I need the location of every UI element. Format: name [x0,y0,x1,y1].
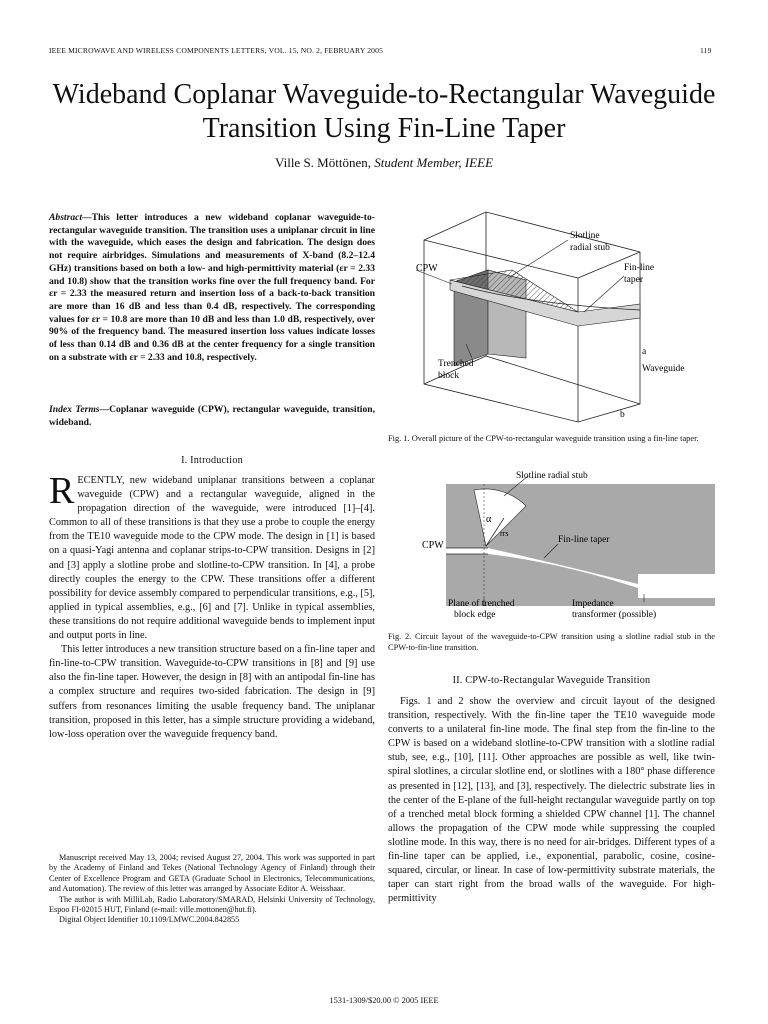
running-header-page: 119 [700,46,712,55]
section-1-paragraph-2: This letter introduces a new transition structure based on a fin-line taper and fin-line-to-CPW transition. Waveguide-to-CPW transitions in [8] and [9] use also the fin-line taper. However, the design in [8] with an antipodal fin-line has a complex structure and requires two-sided fabrication. The design in [9] suffers from resonances limiting the usable frequency band. The uniplanar transition, proposed in this letter, has a simple structure providing a wideband, low-loss operation over the waveguide frequency band. [49,644,375,740]
index-terms-text: Coplanar waveguide (CPW), rectangular waveguide, transition, wideband. [49,404,375,428]
fig2-label-impedance-line2: transformer (possible) [572,610,657,620]
fig2-label-stub: Slotline radial stub [516,471,588,481]
figure-1-caption: Fig. 1. Overall picture of the CPW-to-rectangular waveguide transition using a fin-line taper. [388,434,699,443]
section-2-heading: II. CPW-to-Rectangular Waveguide Transition [452,675,651,686]
abstract [49,212,375,364]
fig2-label-impedance-line1: Impedance [572,599,614,609]
fig1-label-finline-line1: Fin-line [624,263,655,273]
footnote-doi: Digital Object Identifier 10.1109/LMWC.2004.842855 [59,915,240,925]
fig2-label-cpw: CPW [422,540,444,551]
fig2-label-rrs: rrs [500,529,509,538]
abstract-label: Abstract— [49,212,92,223]
fig1-label-a: a [642,347,647,357]
index-terms [49,404,375,429]
fig1-label-waveguide: Waveguide [642,364,685,374]
figure-1-drawing [388,208,715,426]
fig1-label-cpw: CPW [416,263,438,274]
fig1-label-b: b [620,410,625,420]
author-line: Ville S. Möttönen, Student Member, IEEE [274,155,494,170]
figure-2-caption: Fig. 2. Circuit layout of the waveguide-to-CPW transition using a slotline radial stub in the CPW-to-fin-line transition. [388,632,715,652]
footnote-manuscript: Manuscript received May 13, 2004; revised August 27, 2004. This work was supported in part by the Academy of Finland and Tekes (National Technology Agency of Finland) through their Center of Excellence Program and GETA (Graduate School in Electronics, Telecommunications, and Automation). The review of this letter was arranged by Associate Editor A. Weisshaar. [49,853,375,894]
footnote [49,853,375,926]
fig1-label-stub-line2: radial stub [570,243,610,253]
fig2-label-finline: Fin-line taper [558,535,610,545]
section-1-heading: I. Introduction [181,455,243,466]
drop-cap: R [49,470,75,512]
section-2-paragraph-1: Figs. 1 and 2 show the overview and circuit layout of the designed transition, respectively. With the fin-line taper the TE10 waveguide mode converts to a unilateral fin-line mode. The final step from the fin-line to the CPW is based on a wideband slotline-to-CPW transition with a slotline radial stub, see, e.g., [10], [11]. Other approaches are possible as well, like twin-spiral slotlines, a circular slotline end, or slotlines with a 180° phase difference as presented in [12], [13], and [3], respectively. The dielectric substrate lies in the center of the E-plane of the full-height rectangular waveguide partly on top of a trenched metal block forming a shielded CPW channel [1]. The channel allows the propagation of the CPW mode while suppressing the coupled slotline mode. In this way, there is no need for air-bridges. Different types of a fin-line taper can be applied, i.e., exponential, parabolic, cosine, cosine-squared, circular, or linear. In case of low-permittivity substrate materials, the taper can start right from the broad walls of the waveguide. For high-permittivity [388,696,715,905]
fig1-label-trenched-line2: block [438,371,460,381]
author-name: Ville S. Möttönen [274,155,368,170]
index-terms-label: Index Terms— [49,404,110,415]
footnote-author: The author is with MilliLab, Radio Laboratory/SMARAD, Helsinki University of Technology, Espoo FI-02015 HUT, Finland (e-mail: ville.mottonen@hut.fi). [49,894,375,915]
fig1-label-trenched-line1: Trenched [438,359,474,369]
abstract-text: This letter introduces a new wideband coplanar waveguide-to-rectangular waveguide transition. The transition uses a uniplanar circuit in line with the waveguide, which eases the design and fabrication. The design does not require airbridges. Simulations and measurements of X-band (8.2–12.4 GHz) transitions based on both a low- and high-permittivity material (εr = 2.33 and 10.8) show that the transition works fine over the full frequency band. For εr = 2.33 the measured return and insertion loss of a back-to-back transition are more than 16 dB and less than 0.4 dB, respectively. The corresponding values for εr = 10.8 are more than 10 dB and less than 1.0 dB, respectively, over 90% of the frequency band. The measured insertion loss values indicate losses of less than 0.14 dB and 0.36 dB at the center frequency for a single transition on a substrate with εr = 2.33 and 10.8, respectively. [49,212,375,363]
fig1-label-finline-line2: taper [624,275,643,285]
fig2-label-plane-line1: Plane of trenched [448,599,515,609]
figure-2-drawing [388,466,715,628]
section-2-body [388,695,715,906]
page-footer: 1531-1309/$20.00 © 2005 IEEE [329,996,439,1005]
running-header-journal: IEEE MICROWAVE AND WIRELESS COMPONENTS LETTERS, VOL. 15, NO. 2, FEBRUARY 2005 [49,46,384,55]
fig2-label-plane-line2: block edge [454,610,496,620]
section-1-body [49,470,375,742]
fig1-label-stub-line1: Slotline [570,231,600,241]
paper-title: Wideband Coplanar Waveguide-to-Rectangular Waveguide Transition Using Fin-Line Taper [52,79,716,144]
fig2-label-alpha: α [486,514,492,525]
section-1-paragraph-1: ECENTLY, new wideband uniplanar transitions between a coplanar waveguide (CPW) and a rectangular waveguide, aligned in the propagation direction of the waveguide, were introduced [1]–[4]. Common to all of these transitions is that they use a probe to couple the energy from the TE10 waveguide mode to the CPW mode. The design in [1] is based on a quasi-Yagi antenna and coplanar strips-to-CPW transition. Designs in [2] and [3] apply a slotline probe and slotline-to-CPW transition. In [4], a probe directly couples the energy to the CPW. These transitions offer a different possibility for device assembly compared to perpendicular transitions, e.g., [5], applied in typical assemblies, e.g., [6] and [7]. Unlike in typical assemblies, these transitions do not require additional waveguide bends to implement input and output ports in line. [49,475,375,642]
author-affiliation: Student Member, IEEE [374,155,494,170]
